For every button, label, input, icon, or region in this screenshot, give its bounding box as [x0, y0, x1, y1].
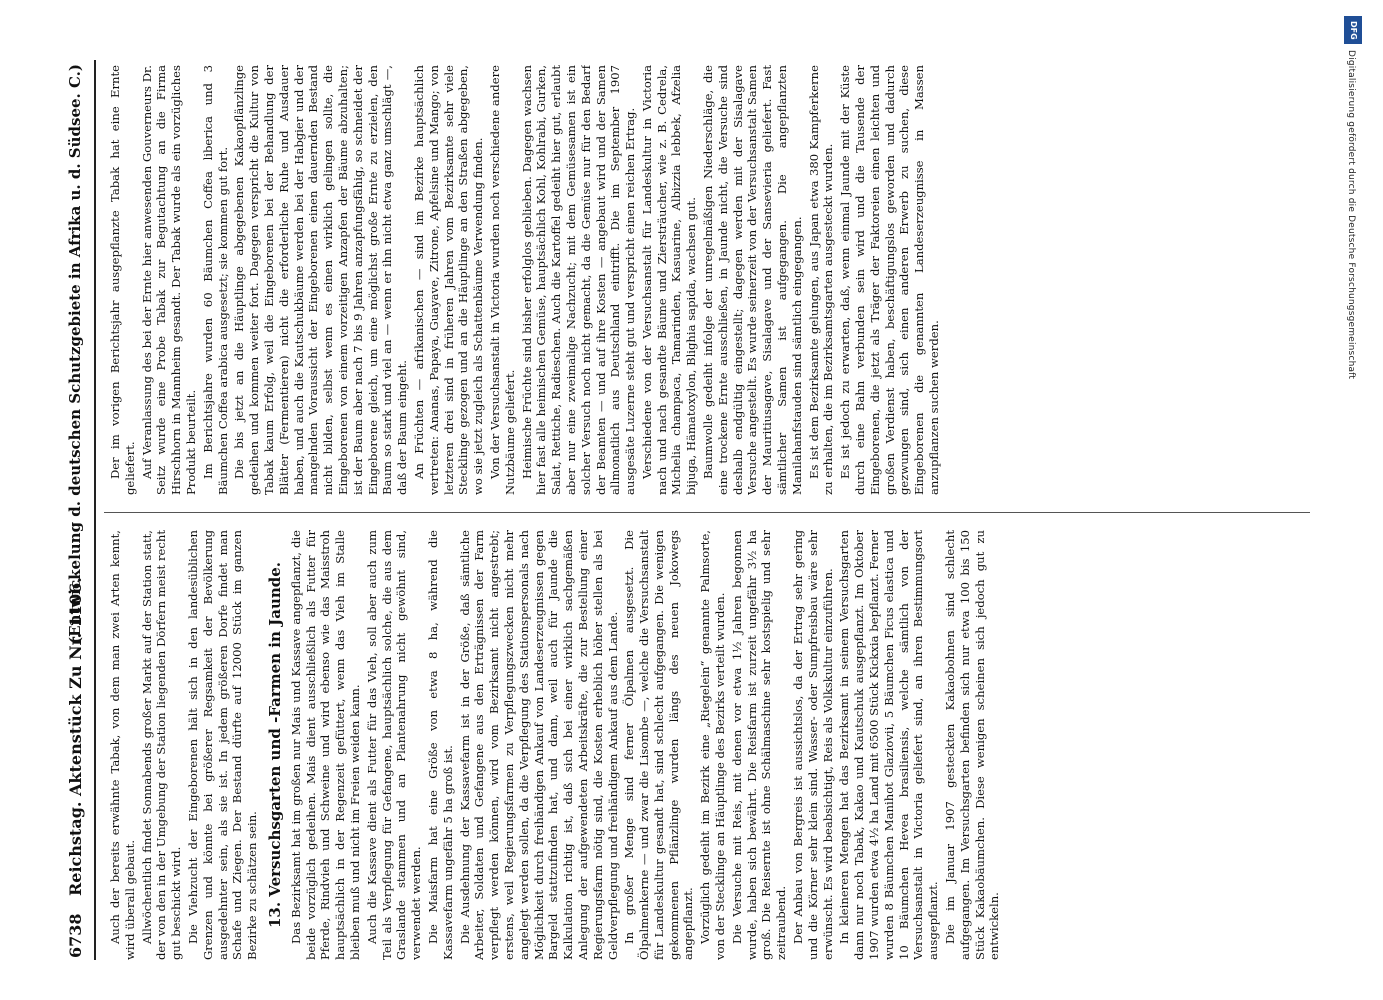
- column-divider: [104, 512, 1310, 513]
- paragraph: Der im vorigen Berichtsjahr ausgepflanzte Tabak hat eine Ernte geliefert.: [108, 65, 137, 495]
- dfg-logo: DFG: [1344, 16, 1362, 44]
- paragraph: Verschiedene von der Versuchsanstalt für Landeskultur in Victoria nach und nach gesandte Bäume und Ziersträucher, wie z. B. Cedrela, Michelia champaca, Tamarinden, Kasuarine, Albizzia lebbek, Afzelia bijuga, Hämatoxylon, Blighia sapida, wachsen gut.: [639, 65, 699, 495]
- page-header: [60, 60, 96, 960]
- section-heading: 13. Versuchsgarten und -Farmen in Jaunde.: [265, 561, 284, 929]
- column-right: [108, 65, 1310, 495]
- paragraph: Es ist jedoch zu erwarten, daß, wenn einmal Jaunde mit der Küste durch eine Bahn verbunden sein wird und die Tausende der Eingeborenen, die jetzt als Träger der Faktoreien einen leichten und großen Verdienst haben, beschäftigungslos geworden und dadurch gezwungen sind, sich einen anderen Erwerb zu suchen, diese Eingeborenen die genannten Landeserzeugnisse in Massen anzupflanzen suchen werden.: [838, 65, 942, 495]
- paragraph: Baumwolle gedeiht infolge der unregelmäßigen Niederschläge, die eine trockene Ernte ausschließen, in Jaunde nicht, die Versuche sind deshalb endgültig eingestellt; dagegen werden mit der Sisalagave Versuche angestellt. Es wurde seinerzeit von der Versuchsanstalt Samen der Mauritiusagave, Sisalagave und der Sansevieria geliefert. Fast sämtlicher Samen ist aufgegangen. Die angepflanzten Manilahanfstauden sind sämtlich eingegangen.: [701, 65, 804, 495]
- paragraph: Vorzüglich gedeiht im Bezirk eine „Riegelein“ genannte Palmsorte, von der Stecklinge an Häuptlinge des Bezirks verteilt wurden.: [698, 530, 728, 960]
- column-left: [108, 530, 1310, 960]
- paragraph: In großer Menge sind ferner Ölpalmen ausgesetzt. Die Ölpalmenkerne — und zwar die Lisombe —, welche die Versuchsanstalt für Landeskultur gesandt hat, sind schlecht aufgegangen. Die wenigen gekommenen Pflänzlinge wurden längs des neuen Jokowegs angepflanzt.: [622, 530, 696, 960]
- paragraph: Auch der bereits erwähnte Tabak, von dem man zwei Arten kennt, wird überall gebaut.: [108, 530, 137, 960]
- paragraph: Allwöchentlich findet Sonnabends großer Markt auf der Station statt, der von den in der Umgebung der Station liegenden Dörfern meist recht gut beschickt wird.: [139, 530, 184, 960]
- paragraph: Die Viehzucht der Eingeborenen hält sich in den landesüblichen Grenzen und könnte bei größerer Regsamkeit der Bevölkerung ausgedehnter sein, als sie ist. In jedem größeren Dorfe findet man Schafe und Ziegen. Der Bestand dürfte auf 12000 Stück im ganzen Bezirke zu schätzen sein.: [185, 530, 260, 960]
- header-right-title: (Entwickelung d. deutschen Schutzgebiete in Afrika u. d. Südsee. C.): [66, 64, 84, 644]
- paragraph: Das Bezirksamt hat im großen nur Mais und Kassave angepflanzt, die beide vorzüglich gedeihen. Mais dient ausschließlich als Futter für Pferde, Rindvieh und Schweine und wird ebenso wie das Maisstroh hauptsächlich in der Regenzeit gefüttert, wenn das Vieh im Stalle bleiben muß und nicht im Freien weiden kann.: [288, 530, 362, 960]
- paragraph: Die Ausdehnung der Kassavefarm ist in der Größe, daß sämtliche Arbeiter, Soldaten und Gefangene aus den Erträgnissen der Farm verpflegt werden können, wird vom Bezirksamt nicht angestrebt; erstens, weil Regierungsfarmen zu Verpflegungszwecken nicht mehr angelegt werden sollen, da die Verpflegung des Stationspersonals nach Möglichkeit durch freihändigen Ankauf von Landeserzeugnissen gegen Bargeld stattzufinden hat, und dann, weil auch für Jaunde die Kalkulation richtig ist, daß sich bei einer wirklich sachgemäßen Anlegung der aufgewendeten Arbeitskräfte, die zur Bestellung einer Regierungsfarm nötig sind, die Kosten erheblich höher stellen als bei Geldverpflegung und freihändigem Ankauf aus dem Lande.: [457, 530, 620, 960]
- paragraph: Die Maisfarm hat eine Größe von etwa 8 ha, während die Kassavefarm ungefähr 5 ha groß ist.: [425, 530, 455, 960]
- rotated-page: [60, 60, 1340, 960]
- paragraph: Auch die Kassave dient als Futter für das Vieh, soll aber auch zum Teil als Verpflegung für Gefangene, hauptsächlich solche, die aus dem Graslande stammen und an Plantenahrung nicht gewöhnt sind, verwendet werden.: [364, 530, 424, 960]
- paragraph: Von der Versuchsanstalt in Victoria wurden noch verschiedene andere Nutzbäume geliefert.: [487, 65, 517, 495]
- paragraph: Heimische Früchte sind bisher erfolglos geblieben. Dagegen wachsen hier fast alle heimischen Gemüse, hauptsächlich Kohl, Kohlrabi, Gurken, Salat, Rettiche, Radieschen. Auch die Kartoffel gedeiht hier gut, erlaubt aber nur eine zweimalige Nachzucht; mit dem Gemüsesamen ist ein solcher Versuch noch nicht gemacht, da die Gemüse nur für den Bedarf der Beamten — und auf ihre Kosten — angebaut wird und der Samen allmonatlich aus Deutschland eintrifft. Die im September 1907 ausgesäte Luzerne steht gut und verspricht einen reichen Ertrag.: [519, 65, 638, 495]
- paragraph: Im Berichtsjahre wurden 60 Bäumchen Coffea liberica und 3 Bäumchen Coffea arabica ausgesetzt; sie kommen gut fort.: [200, 65, 230, 495]
- paragraph: Der Anbau von Bergreis ist aussichtslos, da der Ertrag sehr gering und die Körner sehr klein sind. Wasser- oder Sumpfreisbau wäre sehr erwünscht. Es wird beabsichtigt, Reis als Volkskultur einzuführen.: [791, 530, 835, 960]
- page-number: 6738: [66, 913, 85, 958]
- paragraph: In kleineren Mengen hat das Bezirksamt in seinem Versuchsgarten dann nur noch Tabak, Kakao und Kautschuk ausgepflanzt. Im Oktober 1907 wurden etwa 4½ ha Land mit 6500 Stück Kickxia bepflanzt. Ferner wurden 8 Bäumchen Manihot Glaziovii, 5 Bäumchen Ficus elastica und 10 Bäumchen Hevea brasiliensis, welche sämtlich von der Versuchsanstalt in Victoria geliefert sind, an ihren Bestimmungsort ausgepflanzt.: [837, 530, 941, 960]
- digitization-credit: Digitalisierung gefördert durch die Deutsche Forschungsgemeinschaft: [1346, 50, 1356, 380]
- header-left-title: Reichstag. Aktenstück Zu Nr. 1106.: [66, 577, 85, 896]
- paragraph: Es ist dem Bezirksamte gelungen, aus Japan etwa 380 Kampferkerne zu erhalten, die im Bezirksamtsgarten ausgesteckt wurden.: [806, 65, 836, 495]
- paragraph: Auf Veranlassung des bei der Ernte hier anwesenden Gouverneurs Dr. Seitz wurde eine Probe Tabak zur Begutachtung an die Firma Hirschhorn in Mannheim gesandt. Der Tabak wurde als ein vorzügliches Produkt beurteilt.: [139, 65, 198, 495]
- paragraph: An Früchten — afrikanischen — sind im Bezirke hauptsächlich vertreten: Ananas, Papaya, Guayave, Zitrone, Apfelsine und Mango; von letzteren drei sind in früheren Jahren vom Bezirksamte sehr viele Stecklinge gezogen und an die Häuptlinge an den Straßen abgegeben, wo sie jetzt zugleich als Schattenbäume Verwendung finden.: [411, 65, 486, 495]
- paragraph: Die im Januar 1907 gesteckten Kakaobohnen sind schlecht aufgegangen. Im Versuchsgarten befinden sich nur etwa 100 bis 150 Stück Kakaobäumchen. Diese wenigen scheinen sich jedoch gut zu entwickeln.: [943, 530, 1002, 960]
- paragraph: Die bis jetzt an die Häuptlinge abgegebenen Kakaopflänzlinge gedeihen und kommen weiter fort. Dagegen verspricht die Kultur von Tabak kaum Erfolg, weil die Eingeborenen bei der Behandlung der Blätter (Fermentieren) nicht die erforderliche Ruhe und Ausdauer haben, und auch die Kautschukbäume werden bei der Habgier und der mangelnden Voraussicht der Eingeborenen einen dauernden Bestand nicht bilden, selbst wenn es einen wirklich gelingen sollte, die Eingeborenen von einem vorzeitigen Anzapfen der Bäume abzuhalten; ist der Baum aber nach 7 bis 9 Jahren anzapfungsfähig, so schneidet der Eingeborene gleich, um eine möglichst große Ernte zu erzielen, den Baum so stark und viel an — wenn er ihn nicht etwa ganz umschlägt —, daß der Baum eingeht.: [232, 65, 410, 495]
- digitization-sidebar: [1340, 10, 1380, 990]
- paragraph: Die Versuche mit Reis, mit denen vor etwa 1½ Jahren begonnen wurde, haben sich bewährt. Die Reisfarm ist zurzeit ungefähr 3½ ha groß. Die Reisernte ist ohne Schälmaschine sehr kostspielig und sehr zeitraubend.: [729, 530, 789, 960]
